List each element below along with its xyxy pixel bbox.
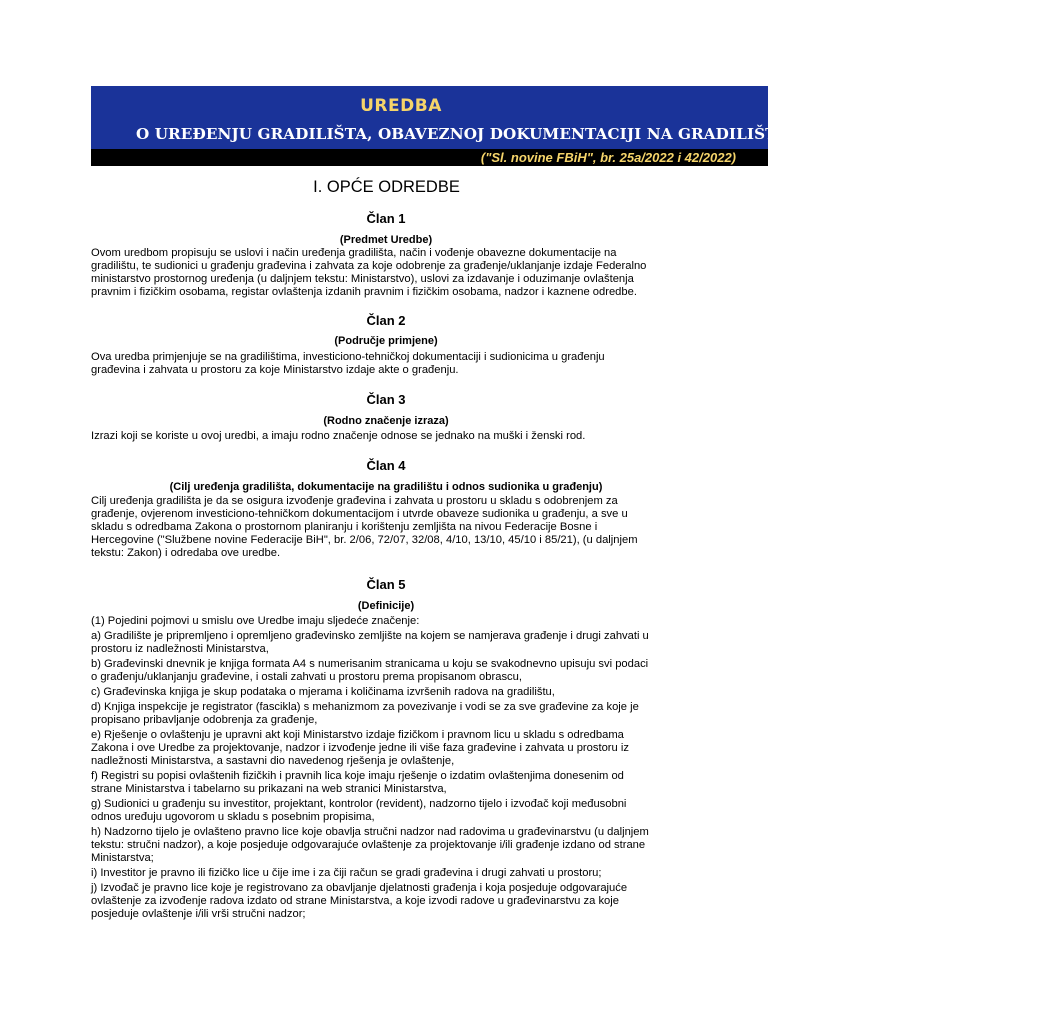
article-line: Hercegovine ("Službene novine Federacije BiH", br. 2/06, 72/07, 32/08, 4/10, 13/10, 45/10 i 85/21), (u daljnjem: [91, 534, 638, 546]
paragraph-line: i) Investitor je pravno ili fizičko lice u čije ime i za čiji račun se gradi građevina i drugi zahvati u prostoru;: [91, 867, 602, 879]
paragraph-line: posjeduje ovlaštenje i/ili vrši stručni nadzor;: [91, 908, 306, 920]
article-line: Izrazi koji se koriste u ovoj uredbi, a imaju rodno značenje odnose se jednako na muški i ženski rod.: [91, 430, 586, 442]
definition-paragraph: [91, 729, 681, 768]
definition-paragraph: [91, 770, 681, 796]
document-subtitle: O UREĐENJU GRADILIŠTA, OBAVEZNOJ DOKUMENTACIJI NA GRADILIŠTU I SUDIONICIMA U GRAĐENJU: [136, 125, 1057, 143]
paragraph-line: f) Registri su popisi ovlaštenih fizičkih i pravnih lica koje imaju rješenje o izdatim ovlaštenjima donesenim od: [91, 770, 624, 782]
document-body: [91, 206, 681, 923]
article-line: Ova uredba primjenjuje se na gradilištima, investiciono-tehničkoj dokumentaciji i sudionicima u građenju: [91, 351, 605, 363]
paragraph-line: odnos uređuju ugovorom u skladu s posebnim propisima,: [91, 811, 375, 823]
definition-paragraph: [91, 630, 681, 656]
definition-paragraph: [91, 867, 681, 880]
article-line: pravnim i fizičkim osobama, registar ovlaštenja izdanih pravnim i fizičkim osobama, nadzor i kaznene odredbe.: [91, 286, 637, 298]
article-3: [91, 392, 681, 443]
article-line: Ovom uredbom propisuju se uslovi i način uređenja gradilišta, način i vođenje obavezne dokumentacije na: [91, 247, 617, 259]
paragraph-line: j) Izvođač je pravno lice koje je registrovano za obavljanje djelatnosti građenja i koja posjeduje odgovarajuće: [91, 882, 628, 894]
paragraph-line: nadležnosti Ministarstva, a sastavni dio navedenog rješenja je ovlaštenje,: [91, 755, 455, 767]
document-title: UREDBA: [360, 96, 442, 116]
paragraph-line: ovlaštenje za izvođenje radova izdato od strane Ministarstva, a koje izvodi radove u građevinarstvu za koje: [91, 895, 619, 907]
section-heading: I. OPĆE ODREDBE: [313, 178, 460, 196]
paragraph-line: strane Ministarstva i tabelarno su prikazani na web stranici Ministarstva,: [91, 783, 447, 795]
paragraph-line: (1) Pojedini pojmovi u smislu ove Uredbe imaju sljedeće značenje:: [91, 615, 420, 627]
article-line: gradilištu, te sudionici u građenju građevina i zahvata za koje odobrenje za građenje/uklanjanje izdaje Federalno: [91, 260, 647, 272]
gazette-reference-bar: [91, 149, 768, 166]
article-line: Cilj uređenja gradilišta je da se osigura izvođenje građevina i zahvata u prostoru u skladu s odobrenjem za: [91, 495, 618, 507]
article-line: skladu s odredbama Zakona o prostornom planiranju i korištenju zemljišta na nivou Federacije Bosne i: [91, 521, 598, 533]
article-title: Član 5: [366, 577, 406, 592]
definition-paragraph: [91, 615, 681, 628]
article-subtitle: (Cilj uređenja gradilišta, dokumentacije na gradilištu i odnos sudionika u građenju): [169, 481, 603, 493]
paragraph-line: tekstu: stručni nadzor), a koje posjeduje odgovarajuće ovlaštenje za projektovanje i/ili građenje izdano od strane: [91, 839, 646, 851]
article-title: Član 3: [366, 392, 406, 407]
article-title: Član 4: [366, 458, 406, 473]
article-1: [91, 211, 681, 299]
paragraph-line: Zakona i ove Uredbe za projektovanje, nadzor i izvođenje jedne ili više faza građevine i zahvata u prostoru iz: [91, 742, 629, 754]
paragraph-line: e) Rješenje o ovlaštenju je upravni akt koji Ministarstvo izdaje fizičkom i pravnom licu u skladu s odredbama: [91, 729, 624, 741]
article-line: ministarstvo prostornog uređenja (u daljnjem tekstu: Ministarstvo), uslovi za izdavanje i oduzimanje ovlaštenja: [91, 273, 634, 285]
paragraph-line: a) Gradilište je pripremljeno i opremljeno građevinsko zemljište na kojem se namjerava građenje i drugi zahvati u: [91, 630, 649, 642]
paragraph-line: o građenju/uklanjanju građevine, i ostali zahvati u prostoru prema propisanom obrascu,: [91, 671, 522, 683]
paragraph-line: c) Građevinska knjiga je skup podataka o mjerama i količinama izvršenih radova na gradilištu,: [91, 686, 555, 698]
article-subtitle: (Predmet Uredbe): [339, 234, 433, 246]
paragraph-line: Ministarstva;: [91, 852, 154, 864]
article-line: tekstu: Zakon) i odredaba ove uredbe.: [91, 547, 281, 559]
article-4: [91, 458, 681, 560]
document-header-banner: [91, 86, 1057, 149]
paragraph-line: b) Građevinski dnevnik je knjiga formata A4 s numerisanim stranicama u koju se svakodnevno upisuju svi podaci: [91, 658, 649, 670]
definition-paragraph: [91, 798, 681, 824]
paragraph-line: propisano pribavljanje odobrenja za građenje,: [91, 714, 318, 726]
article-5: [91, 577, 681, 921]
definition-paragraph: [91, 686, 681, 699]
paragraph-line: h) Nadzorno tijelo je ovlašteno pravno lice koje obavlja stručni nadzor nad radovima u građevinarstvu (u daljnjem: [91, 826, 649, 838]
article-line: građevina i zahvata u prostoru za koje Ministarstvo izdaje akte o građenju.: [91, 364, 459, 376]
paragraph-line: prostoru iz nadležnosti Ministarstva,: [91, 643, 269, 655]
paragraph-line: d) Knjiga inspekcije je registrator (fascikla) s mehanizmom za povezivanje i vodi se za sve građevine za koje je: [91, 701, 639, 713]
article-2: [91, 313, 681, 377]
article-subtitle: (Područje primjene): [334, 335, 438, 347]
article-title: Član 2: [366, 313, 406, 328]
paragraph-line: g) Sudionici u građenju su investitor, projektant, kontrolor (revident), nadzorno tijelo i izvođač koji međusobni: [91, 798, 627, 810]
definition-paragraph: [91, 701, 681, 727]
gazette-reference: ("Sl. novine FBiH", br. 25a/2022 i 42/2022): [480, 150, 736, 165]
article-title: Član 1: [366, 211, 406, 226]
article-subtitle: (Rodno značenje izraza): [323, 415, 449, 427]
definition-paragraph: [91, 882, 681, 921]
definition-paragraph: [91, 658, 681, 684]
article-line: građenje, ovjerenom investiciono-tehničkom dokumentacijom i utvrde obaveze sudionika u građenju, a sve u: [91, 508, 628, 520]
definition-paragraph: [91, 826, 681, 865]
article-subtitle: (Definicije): [357, 600, 415, 612]
